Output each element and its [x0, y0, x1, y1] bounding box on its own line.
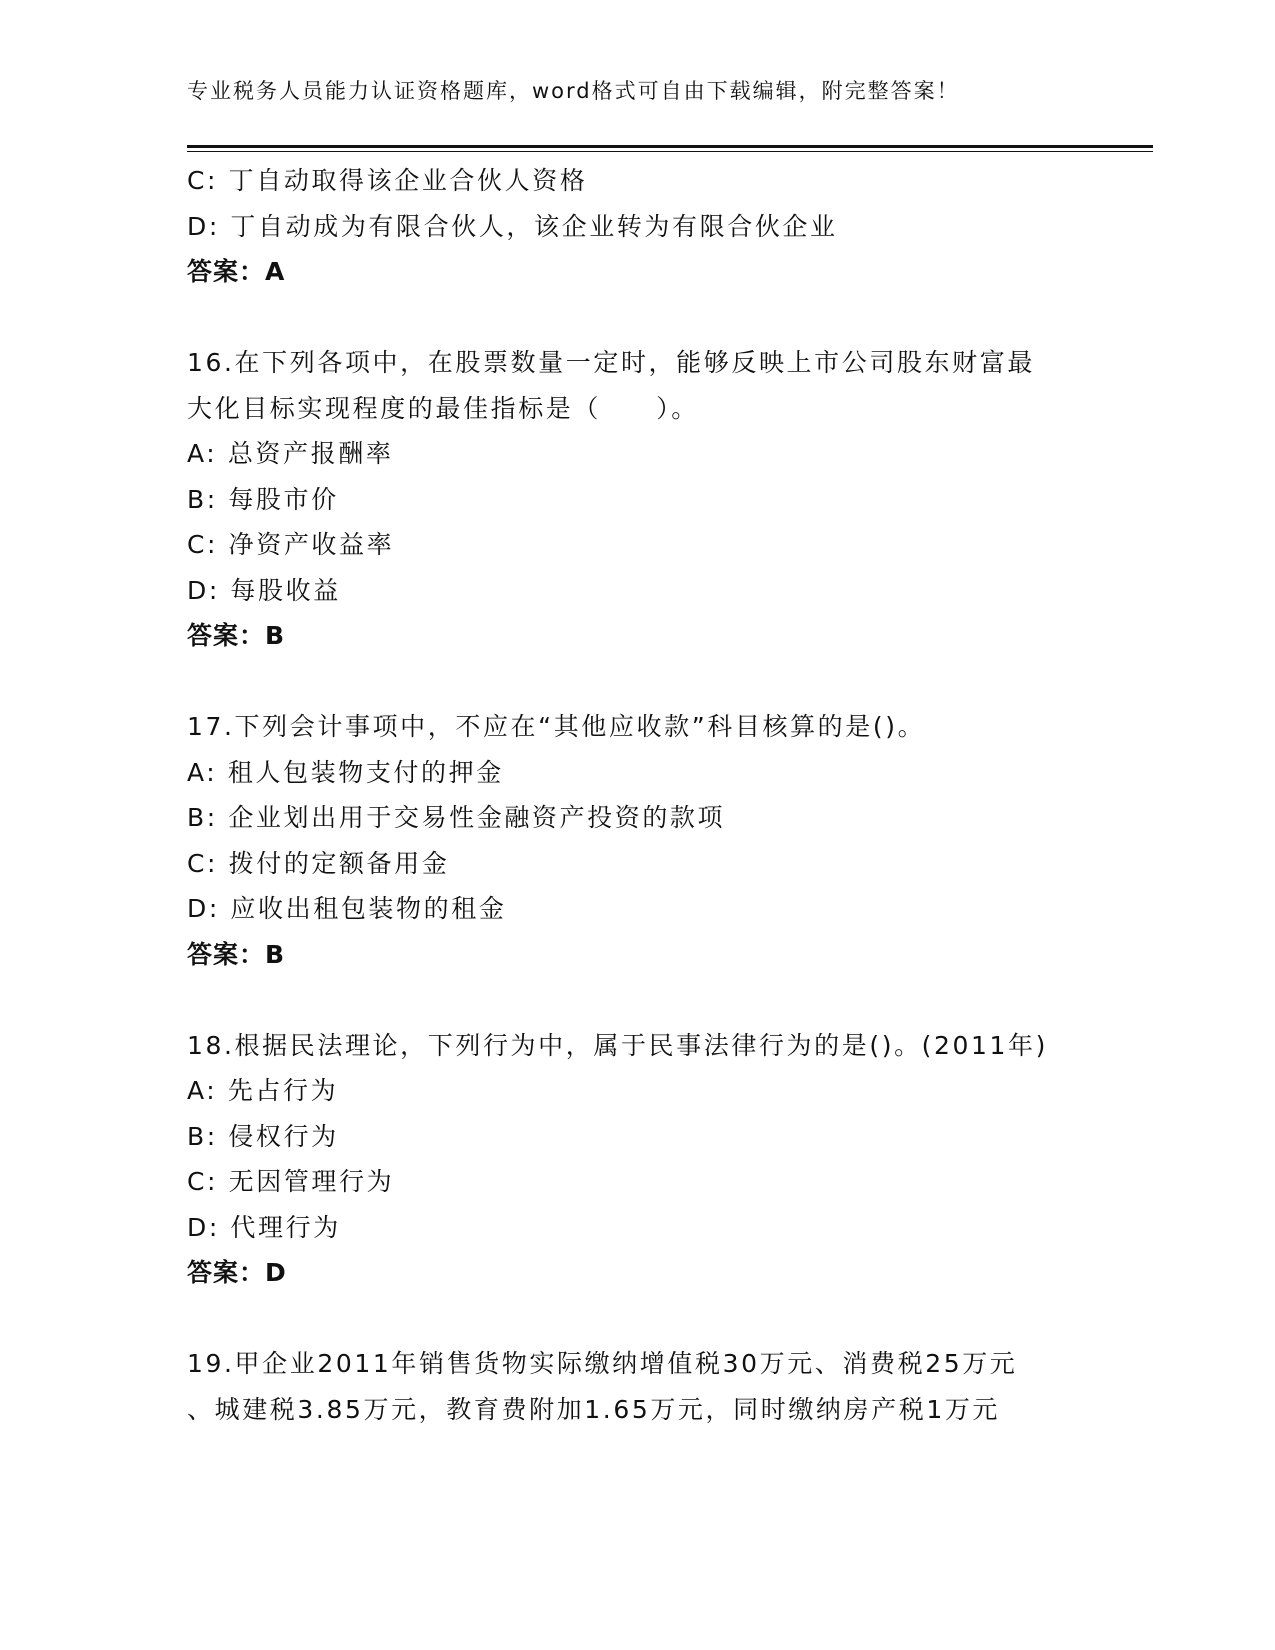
document-body [187, 158, 1087, 1432]
question-18-option-c: C: 无因管理行为 [187, 1167, 395, 1196]
question-16-answer: 答案：B [187, 621, 286, 650]
question-17-option-b: B: 企业划出用于交易性金融资产投资的款项 [187, 803, 726, 832]
spacer [187, 295, 1087, 341]
question-17-option-a: A: 租人包装物支付的押金 [187, 757, 504, 787]
spacer [187, 977, 1087, 1023]
question-16-option-a: A: 总资产报酬率 [187, 439, 394, 468]
header-rule-thick [187, 145, 1153, 148]
option-d: D: 丁自动成为有限合伙人，该企业转为有限合伙企业 [187, 211, 838, 241]
question-16-option-c: C: 净资产收益率 [187, 530, 395, 559]
question-16-stem: 16.在下列各项中，在股票数量一定时，能够反映上市公司股东财富最 [187, 348, 1035, 377]
question-18-option-a: A: 先占行为 [187, 1076, 339, 1105]
question-16-option-b: B: 每股市价 [187, 484, 339, 514]
question-17-stem: 17.下列会计事项中，不应在“其他应收款”科目核算的是()。 [187, 712, 926, 741]
answer-line: 答案：A [187, 257, 286, 286]
question-18-answer: 答案：D [187, 1258, 287, 1287]
question-18-option-b: B: 侵权行为 [187, 1121, 339, 1151]
question-17-answer: 答案：B [187, 939, 286, 969]
option-c: C: 丁自动取得该企业合伙人资格 [187, 166, 588, 195]
question-16-option-d: D: 每股收益 [187, 575, 341, 605]
spacer [187, 1296, 1087, 1342]
question-18-stem: 18.根据民法理论，下列行为中，属于民事法律行为的是()。(2011年) [187, 1030, 1048, 1060]
question-17-option-c: C: 拨付的定额备用金 [187, 848, 450, 878]
question-17-option-d: D: 应收出租包装物的租金 [187, 894, 507, 923]
question-19-stem: 19.甲企业2011年销售货物实际缴纳增值税30万元、消费税25万元 [187, 1349, 1018, 1378]
page-header: 专业税务人员能力认证资格题库，word格式可自由下载编辑，附完整答案！ [187, 79, 960, 103]
question-19-stem-cont: 、城建税3.85万元，教育费附加1.65万元，同时缴纳房产税1万元 [187, 1394, 1001, 1424]
header-rule-thin [187, 151, 1153, 152]
question-18-option-d: D: 代理行为 [187, 1212, 341, 1242]
question-16-stem-cont: 大化目标实现程度的最佳指标是（ ）。 [187, 393, 699, 423]
spacer [187, 659, 1087, 705]
